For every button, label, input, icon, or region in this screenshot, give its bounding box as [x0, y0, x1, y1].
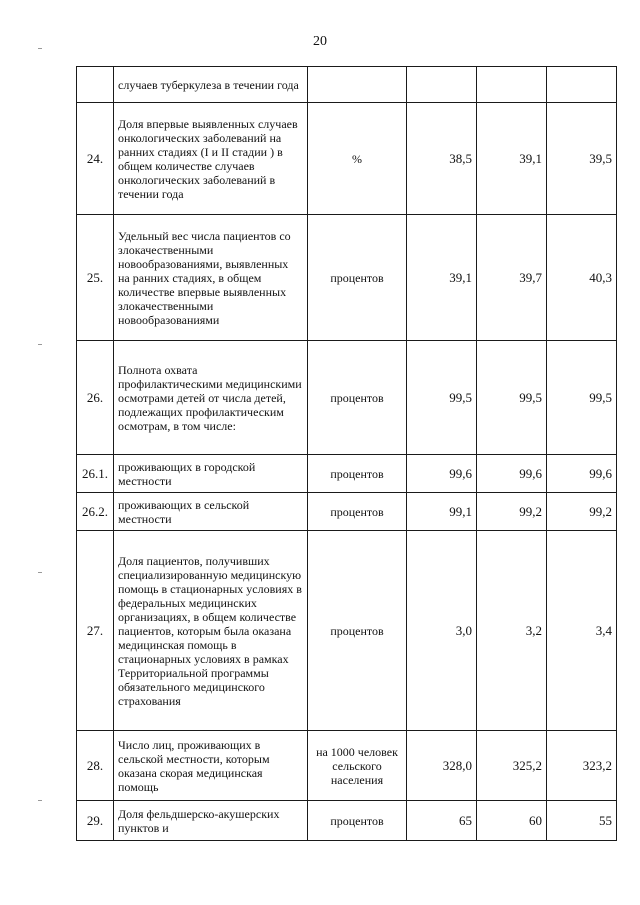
table-row — [77, 67, 617, 103]
value-year-1: 328,0 — [407, 731, 477, 801]
value-year-2: 39,7 — [477, 215, 547, 341]
indicator-name: случаев туберкулеза в течении года — [114, 67, 308, 103]
indicator-name: Удельный вес числа пациентов со злокачественными новообразованиями, выявленных на ранних стадиях, в общем количестве впервые выявленных злокачественными новообразованиями — [114, 215, 308, 341]
indicator-name: Полнота охвата профилактическими медицинскими осмотрами детей от числа детей, подлежащих профилактическим осмотрам, в том числе: — [114, 341, 308, 455]
value-year-1: 39,1 — [407, 215, 477, 341]
unit-cell: процентов — [308, 341, 407, 455]
value-year-2: 39,1 — [477, 103, 547, 215]
value-year-3: 99,6 — [547, 455, 617, 493]
indicator-name: Доля пациентов, получивших специализированную медицинскую помощь в стационарных условиях в федеральных медицинских организациях, в общем количестве пациентов, которым была оказана медицинская помощь в стационарных условиях в рамках Территориальной программы обязательного медицинского страхования — [114, 531, 308, 731]
unit-cell: на 1000 человек сельского населения — [308, 731, 407, 801]
value-year-3: 3,4 — [547, 531, 617, 731]
value-year-2: 99,2 — [477, 493, 547, 531]
value-year-1: 99,5 — [407, 341, 477, 455]
row-number: 25. — [77, 215, 114, 341]
value-year-3 — [547, 67, 617, 103]
value-year-2 — [477, 67, 547, 103]
table-row — [77, 455, 617, 493]
indicator-name: Число лиц, проживающих в сельской местности, которым оказана скорая медицинская помощь — [114, 731, 308, 801]
scan-mark — [38, 800, 42, 801]
indicator-name: проживающих в сельской местности — [114, 493, 308, 531]
table-row — [77, 801, 617, 841]
value-year-3: 99,5 — [547, 341, 617, 455]
row-number: 29. — [77, 801, 114, 841]
unit-cell — [308, 67, 407, 103]
page-number: 20 — [313, 34, 327, 49]
row-number: 26. — [77, 341, 114, 455]
row-number — [77, 67, 114, 103]
value-year-2: 99,6 — [477, 455, 547, 493]
row-number: 27. — [77, 531, 114, 731]
row-number: 26.1. — [77, 455, 114, 493]
value-year-3: 55 — [547, 801, 617, 841]
row-number: 26.2. — [77, 493, 114, 531]
indicators-table — [76, 66, 617, 841]
value-year-3: 323,2 — [547, 731, 617, 801]
indicator-name: Доля впервые выявленных случаев онкологических заболеваний на ранних стадиях (I и II стадии ) в общем количестве случаев онкологических заболеваний в течении года — [114, 103, 308, 215]
value-year-1: 99,6 — [407, 455, 477, 493]
scan-mark — [38, 344, 42, 345]
value-year-1 — [407, 67, 477, 103]
table-row — [77, 341, 617, 455]
unit-cell: процентов — [308, 493, 407, 531]
value-year-2: 325,2 — [477, 731, 547, 801]
value-year-1: 65 — [407, 801, 477, 841]
row-number: 24. — [77, 103, 114, 215]
unit-cell: процентов — [308, 801, 407, 841]
table-row — [77, 215, 617, 341]
value-year-3: 99,2 — [547, 493, 617, 531]
indicator-name: проживающих в городской местности — [114, 455, 308, 493]
value-year-1: 99,1 — [407, 493, 477, 531]
row-number: 28. — [77, 731, 114, 801]
value-year-3: 39,5 — [547, 103, 617, 215]
unit-cell: процентов — [308, 455, 407, 493]
unit-cell: процентов — [308, 531, 407, 731]
value-year-1: 3,0 — [407, 531, 477, 731]
table-row — [77, 731, 617, 801]
indicator-name: Доля фельдшерско-акушерских пунктов и — [114, 801, 308, 841]
table-row — [77, 103, 617, 215]
value-year-3: 40,3 — [547, 215, 617, 341]
value-year-1: 38,5 — [407, 103, 477, 215]
scan-mark — [38, 48, 42, 49]
scan-mark — [38, 572, 42, 573]
value-year-2: 60 — [477, 801, 547, 841]
table-row — [77, 531, 617, 731]
unit-cell: процентов — [308, 215, 407, 341]
value-year-2: 99,5 — [477, 341, 547, 455]
unit-cell: % — [308, 103, 407, 215]
value-year-2: 3,2 — [477, 531, 547, 731]
table-row — [77, 493, 617, 531]
